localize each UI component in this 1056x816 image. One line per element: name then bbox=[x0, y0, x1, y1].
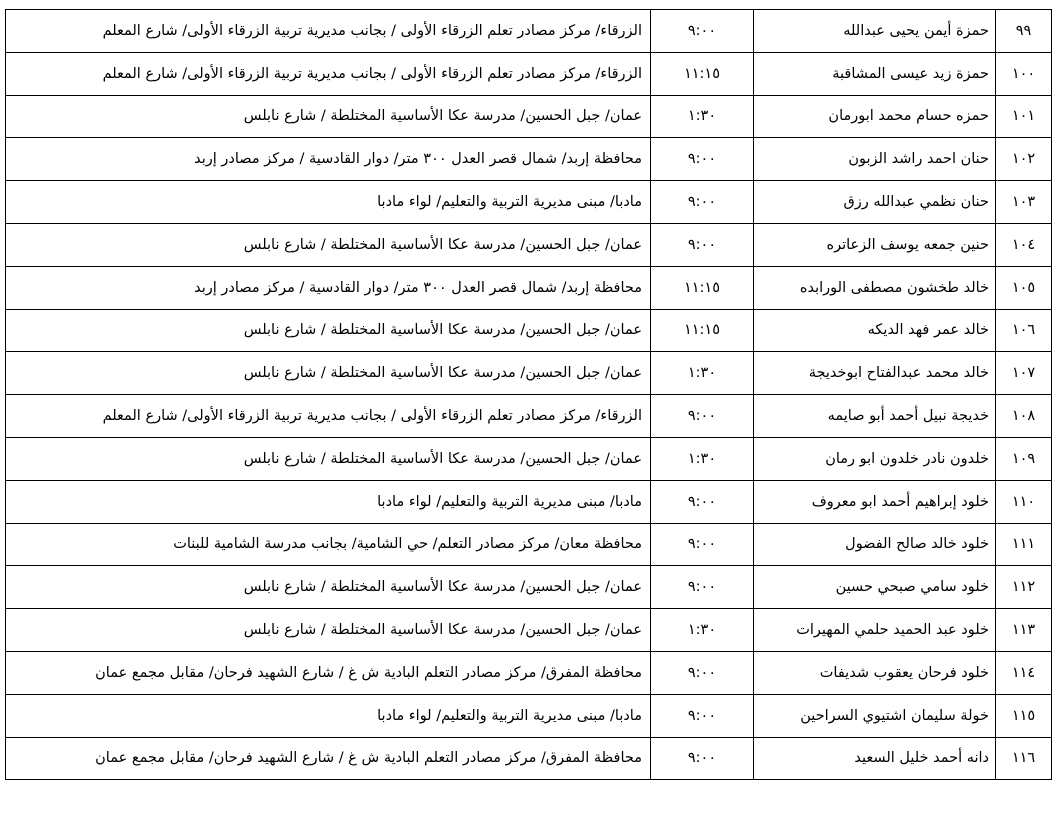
exam-time-cell: ٩:٠٠ bbox=[651, 395, 754, 438]
exam-location-cell: محافظة إربد/ شمال قصر العدل ٣٠٠ متر/ دوار القادسية / مركز مصادر إربد bbox=[6, 266, 651, 309]
exam-time-cell: ١:٣٠ bbox=[651, 437, 754, 480]
table-row bbox=[6, 395, 1052, 438]
row-number-cell: ١٠٣ bbox=[996, 181, 1052, 224]
row-number-cell: ١١١ bbox=[996, 523, 1052, 566]
candidate-name-cell: خلود إبراهيم أحمد ابو معروف bbox=[754, 480, 996, 523]
exam-location-cell: عمان/ جبل الحسين/ مدرسة عكا الأساسية المختلطة / شارع نابلس bbox=[6, 437, 651, 480]
row-number-cell: ١٠٩ bbox=[996, 437, 1052, 480]
table-row bbox=[6, 309, 1052, 352]
candidate-name-cell: خالد محمد عبدالفتاح ابوخديجة bbox=[754, 352, 996, 395]
row-number-cell: ١٠٥ bbox=[996, 266, 1052, 309]
exam-location-cell: مادبا/ مبنى مديرية التربية والتعليم/ لواء مادبا bbox=[6, 694, 651, 737]
exam-time-cell: ٩:٠٠ bbox=[651, 138, 754, 181]
exam-time-cell: ٩:٠٠ bbox=[651, 566, 754, 609]
schedule-table bbox=[5, 9, 1052, 780]
table-row bbox=[6, 651, 1052, 694]
exam-time-cell: ٩:٠٠ bbox=[651, 181, 754, 224]
exam-location-cell: عمان/ جبل الحسين/ مدرسة عكا الأساسية المختلطة / شارع نابلس bbox=[6, 352, 651, 395]
exam-time-cell: ٩:٠٠ bbox=[651, 480, 754, 523]
table-row bbox=[6, 10, 1052, 53]
exam-location-cell: مادبا/ مبنى مديرية التربية والتعليم/ لواء مادبا bbox=[6, 181, 651, 224]
exam-time-cell: ٩:٠٠ bbox=[651, 651, 754, 694]
table-row bbox=[6, 737, 1052, 780]
candidate-name-cell: خولة سليمان اشتيوي السراحين bbox=[754, 694, 996, 737]
row-number-cell: ١١٢ bbox=[996, 566, 1052, 609]
exam-location-cell: الزرقاء/ مركز مصادر تعلم الزرقاء الأولى / بجانب مديرية تربية الزرقاء الأولى/ شارع المعلم bbox=[6, 52, 651, 95]
candidate-name-cell: حنين جمعه يوسف الزعاتره bbox=[754, 223, 996, 266]
exam-location-cell: عمان/ جبل الحسين/ مدرسة عكا الأساسية المختلطة / شارع نابلس bbox=[6, 566, 651, 609]
row-number-cell: ١١٠ bbox=[996, 480, 1052, 523]
row-number-cell: ١٠٤ bbox=[996, 223, 1052, 266]
exam-time-cell: ٩:٠٠ bbox=[651, 694, 754, 737]
exam-location-cell: عمان/ جبل الحسين/ مدرسة عكا الأساسية المختلطة / شارع نابلس bbox=[6, 95, 651, 138]
table-row bbox=[6, 566, 1052, 609]
exam-location-cell: عمان/ جبل الحسين/ مدرسة عكا الأساسية المختلطة / شارع نابلس bbox=[6, 309, 651, 352]
candidate-name-cell: حمزة زيد عيسى المشاقبة bbox=[754, 52, 996, 95]
exam-time-cell: ٩:٠٠ bbox=[651, 523, 754, 566]
table-row bbox=[6, 181, 1052, 224]
table-row bbox=[6, 352, 1052, 395]
exam-time-cell: ١:٣٠ bbox=[651, 609, 754, 652]
exam-time-cell: ١:٣٠ bbox=[651, 95, 754, 138]
row-number-cell: ١٠٠ bbox=[996, 52, 1052, 95]
candidate-name-cell: حنان احمد راشد الزبون bbox=[754, 138, 996, 181]
table-row bbox=[6, 52, 1052, 95]
table-row bbox=[6, 223, 1052, 266]
exam-location-cell: مادبا/ مبنى مديرية التربية والتعليم/ لواء مادبا bbox=[6, 480, 651, 523]
candidate-name-cell: حنان نظمي عبدالله رزق bbox=[754, 181, 996, 224]
exam-time-cell: ١١:١٥ bbox=[651, 266, 754, 309]
row-number-cell: ١٠٧ bbox=[996, 352, 1052, 395]
schedule-sheet bbox=[5, 9, 1051, 780]
candidate-name-cell: حمزه حسام محمد ابورمان bbox=[754, 95, 996, 138]
table-row bbox=[6, 95, 1052, 138]
row-number-cell: ١٠٦ bbox=[996, 309, 1052, 352]
exam-time-cell: ١:٣٠ bbox=[651, 352, 754, 395]
schedule-table-body bbox=[6, 10, 1052, 780]
row-number-cell: ١١٣ bbox=[996, 609, 1052, 652]
exam-location-cell: محافظة المفرق/ مركز مصادر التعلم البادية ش غ / شارع الشهيد فرحان/ مقابل مجمع عمان bbox=[6, 737, 651, 780]
exam-location-cell: الزرقاء/ مركز مصادر تعلم الزرقاء الأولى / بجانب مديرية تربية الزرقاء الأولى/ شارع المعلم bbox=[6, 395, 651, 438]
exam-time-cell: ٩:٠٠ bbox=[651, 737, 754, 780]
candidate-name-cell: خلود سامي صبحي حسين bbox=[754, 566, 996, 609]
exam-time-cell: ١١:١٥ bbox=[651, 309, 754, 352]
row-number-cell: ٩٩ bbox=[996, 10, 1052, 53]
exam-location-cell: عمان/ جبل الحسين/ مدرسة عكا الأساسية المختلطة / شارع نابلس bbox=[6, 609, 651, 652]
row-number-cell: ١١٦ bbox=[996, 737, 1052, 780]
candidate-name-cell: خلود عبد الحميد حلمي المهيرات bbox=[754, 609, 996, 652]
table-row bbox=[6, 694, 1052, 737]
row-number-cell: ١٠٨ bbox=[996, 395, 1052, 438]
candidate-name-cell: خلود فرحان يعقوب شديفات bbox=[754, 651, 996, 694]
table-row bbox=[6, 138, 1052, 181]
candidate-name-cell: خديجة نبيل أحمد أبو صايمه bbox=[754, 395, 996, 438]
table-row bbox=[6, 480, 1052, 523]
exam-time-cell: ٩:٠٠ bbox=[651, 10, 754, 53]
candidate-name-cell: خالد عمر فهد الديكه bbox=[754, 309, 996, 352]
row-number-cell: ١٠١ bbox=[996, 95, 1052, 138]
candidate-name-cell: خلود خالد صالح الفضول bbox=[754, 523, 996, 566]
row-number-cell: ١١٥ bbox=[996, 694, 1052, 737]
table-row bbox=[6, 437, 1052, 480]
row-number-cell: ١١٤ bbox=[996, 651, 1052, 694]
candidate-name-cell: دانه أحمد خليل السعيد bbox=[754, 737, 996, 780]
table-row bbox=[6, 523, 1052, 566]
exam-time-cell: ١١:١٥ bbox=[651, 52, 754, 95]
candidate-name-cell: حمزة أيمن يحيى عبدالله bbox=[754, 10, 996, 53]
exam-location-cell: عمان/ جبل الحسين/ مدرسة عكا الأساسية المختلطة / شارع نابلس bbox=[6, 223, 651, 266]
row-number-cell: ١٠٢ bbox=[996, 138, 1052, 181]
candidate-name-cell: خلدون نادر خلدون ابو رمان bbox=[754, 437, 996, 480]
exam-time-cell: ٩:٠٠ bbox=[651, 223, 754, 266]
exam-location-cell: محافظة المفرق/ مركز مصادر التعلم البادية ش غ / شارع الشهيد فرحان/ مقابل مجمع عمان bbox=[6, 651, 651, 694]
exam-location-cell: الزرقاء/ مركز مصادر تعلم الزرقاء الأولى / بجانب مديرية تربية الزرقاء الأولى/ شارع المعلم bbox=[6, 10, 651, 53]
exam-location-cell: محافظة معان/ مركز مصادر التعلم/ حي الشامية/ بجانب مدرسة الشامية للبنات bbox=[6, 523, 651, 566]
candidate-name-cell: خالد طخشون مصطفى الورابده bbox=[754, 266, 996, 309]
table-row bbox=[6, 266, 1052, 309]
exam-location-cell: محافظة إربد/ شمال قصر العدل ٣٠٠ متر/ دوار القادسية / مركز مصادر إربد bbox=[6, 138, 651, 181]
table-row bbox=[6, 609, 1052, 652]
